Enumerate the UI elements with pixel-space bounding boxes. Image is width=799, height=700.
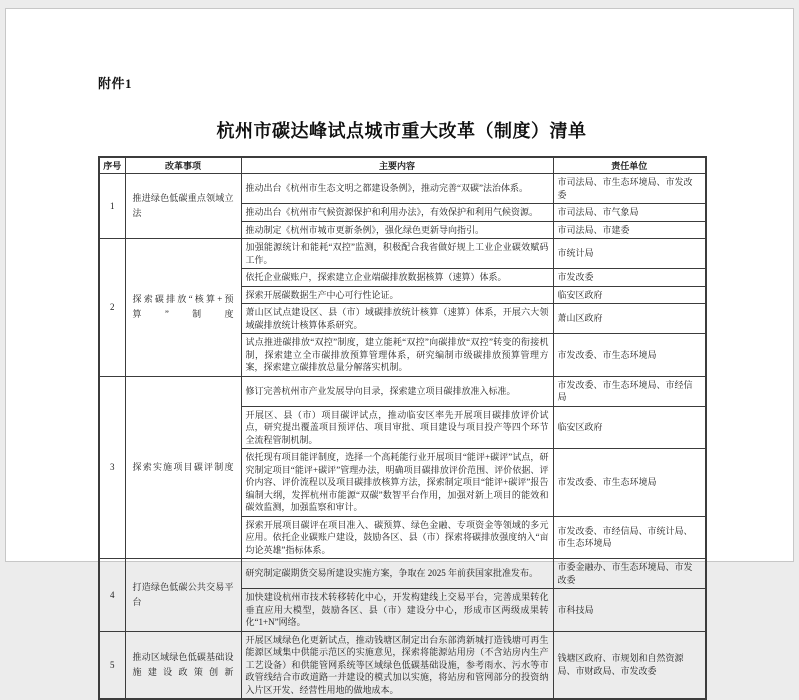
unit-cell: 市发改委、市生态环境局 <box>553 449 706 517</box>
content-cell: 试点推进碳排放“双控”制度，建立能耗“双控”向碳排放“双控”转变的衔接机制，探索建立全市碳排放预算管理体系，研究编制市级碳排放预算管理方案，探索建立碳排放总量分解落实机制。 <box>241 334 553 377</box>
reform-item-cell: 打造绿色低碳公共交易平台 <box>125 559 241 632</box>
row-number-cell: 1 <box>99 174 125 239</box>
content-cell: 开展区、县（市）项目碳评试点，推动临安区率先开展项目碳排放评价试点，研究提出覆盖项目预评估、项目审批、项目建设与项目投产等四个环节全流程管制机制。 <box>241 406 553 449</box>
content-cell: 开展区域绿色化更新试点，推动钱塘区制定出台东部湾新城打造钱塘可再生能源区域集中供能示范区的实施意见，探索将能源站用房（不含站房内生产工艺设备）和供能管网系统等区域绿色低碳基础设施，参考雨水、污水等市政管线结合市政道路一并建设的模式加以实施，将站房和管网部分的投资纳入片区开发、经营性用地的做地成本。 <box>241 631 553 699</box>
table-row <box>99 559 706 589</box>
header-cell-content: 主要内容 <box>241 157 553 174</box>
unit-cell: 临安区政府 <box>553 286 706 304</box>
table-row <box>99 174 706 204</box>
content-cell: 依托企业碳账户，探索建立企业端碳排放数据核算（速算）体系。 <box>241 269 553 287</box>
document-content <box>6 9 705 700</box>
unit-cell: 市发改委 <box>553 269 706 287</box>
table-row <box>99 631 706 699</box>
header-cell-no: 序号 <box>99 157 125 174</box>
unit-cell: 市统计局 <box>553 239 706 269</box>
attachment-label: 附件1 <box>98 76 133 91</box>
content-cell: 推动出台《杭州市生态文明之都建设条例》，推动完善“双碳”法治体系。 <box>241 174 553 204</box>
reform-item-cell: 推进绿色低碳重点领域立法 <box>125 174 241 239</box>
table-row <box>99 239 706 269</box>
unit-cell: 市发改委、市经信局、市统计局、市生态环境局 <box>553 516 706 559</box>
document-page <box>5 8 794 695</box>
unit-cell: 市司法局、市建委 <box>553 221 706 239</box>
content-cell: 推动制定《杭州市城市更新条例》，强化绿色更新导向指引。 <box>241 221 553 239</box>
header-cell-item: 改革事项 <box>125 157 241 174</box>
reform-item-cell: 探索实施项目碳评制度 <box>125 376 241 559</box>
reform-item-cell: 推动区域绿色低碳基础设施建设政策创新 <box>125 631 241 699</box>
unit-cell: 市司法局、市生态环境局、市发改委 <box>553 174 706 204</box>
unit-cell: 临安区政府 <box>553 406 706 449</box>
content-cell: 加强能源统计和能耗“双控”监测，积极配合我省做好规上工业企业碳效赋码工作。 <box>241 239 553 269</box>
table-row <box>99 376 706 406</box>
reform-item-cell: 探索碳排放“核算+预算”制度 <box>125 239 241 377</box>
content-cell: 加快建设杭州市技术转移转化中心，开发构建线上交易平台，完善成果转化垂直应用大模型，鼓励各区、县（市）建设分中心，形成市区两级成果转化“1+N”网络。 <box>241 589 553 632</box>
content-cell: 萧山区试点建设区、县（市）域碳排放统计核算（速算）体系，开展六大领域碳排放统计核算体系研究。 <box>241 304 553 334</box>
unit-cell: 钱塘区政府、市规划和自然资源局、市财政局、市发改委 <box>553 631 706 699</box>
content-cell: 探索开展项目碳评在项目准入、碳预算、绿色金融、专项资金等领域的多元应用。依托企业碳账户建设，鼓励各区、县（市）探索将碳排放强度纳入“亩均论英雄”指标体系。 <box>241 516 553 559</box>
unit-cell: 市司法局、市气象局 <box>553 204 706 222</box>
header-row <box>99 157 706 174</box>
row-number-cell: 5 <box>99 631 125 699</box>
row-number-cell: 4 <box>99 559 125 632</box>
content-cell: 探索开展碳数据生产中心可行性论证。 <box>241 286 553 304</box>
reform-table <box>98 156 707 700</box>
row-number-cell: 2 <box>99 239 125 377</box>
unit-cell: 萧山区政府 <box>553 304 706 334</box>
table-body <box>99 174 706 700</box>
unit-cell: 市发改委、市生态环境局 <box>553 334 706 377</box>
content-cell: 研究制定碳期货交易所建设实施方案，争取在 2025 年前获国家批准发布。 <box>241 559 553 589</box>
page-title: 杭州市碳达峰试点城市重大改革（制度）清单 <box>216 121 587 141</box>
unit-cell: 市委金融办、市生态环境局、市发改委 <box>553 559 706 589</box>
content-cell: 修订完善杭州市产业发展导向目录，探索建立项目碳排放准入标准。 <box>241 376 553 406</box>
header-cell-unit: 责任单位 <box>553 157 706 174</box>
content-cell: 推动出台《杭州市气候资源保护和利用办法》，有效保护和利用气候资源。 <box>241 204 553 222</box>
unit-cell: 市发改委、市生态环境局、市经信局 <box>553 376 706 406</box>
content-cell: 依托现有项目能评制度，选择一个高耗能行业开展项目“能评+碳评”试点，研究制定项目“能评+碳评”管理办法，明确项目碳排放评价范围、评价依据、评价内容、评价流程以及项目碳排放核算方法，探索制定项目“能评+碳评”报告编制大纲，发挥杭州市能源“双碳”数智平台作用，加强对新上项目的能效和碳效监测，加强监察和审计。 <box>241 449 553 517</box>
table-header <box>99 157 706 174</box>
row-number-cell: 3 <box>99 376 125 559</box>
unit-cell: 市科技局 <box>553 589 706 632</box>
